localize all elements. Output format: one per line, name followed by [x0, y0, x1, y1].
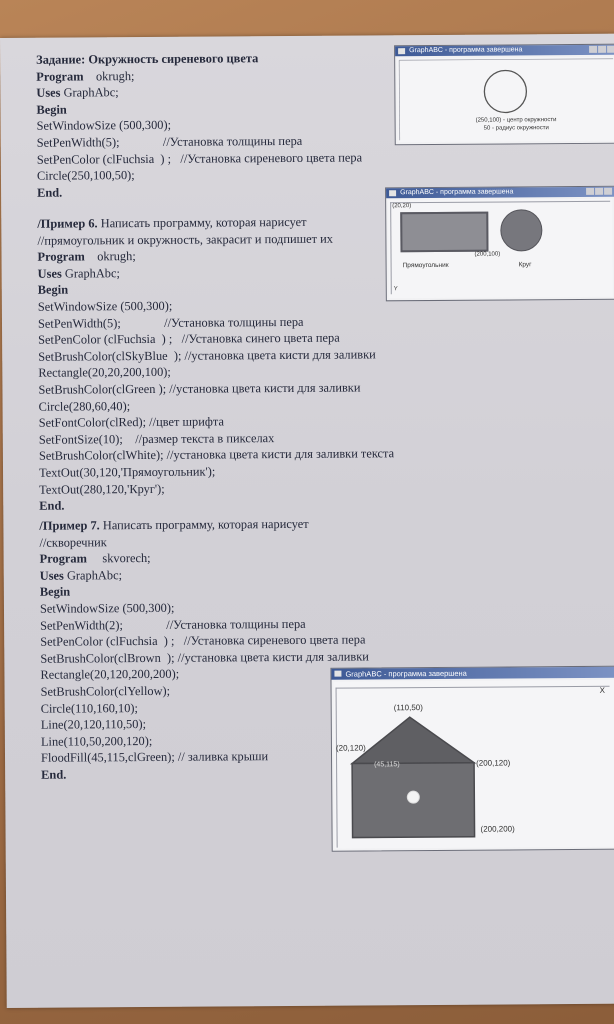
code-text: SetPenWidth(5); //Установка толщины пера [37, 314, 304, 331]
code-text: SetPenWidth(2); //Установка толщины пера [40, 616, 306, 633]
code-keyword: Program [37, 249, 85, 264]
code-text: SetBrushColor(clSkyBlue ); //установка цвета кисти для заливки [38, 347, 376, 364]
code-line [39, 495, 394, 514]
graph-canvas [334, 680, 614, 849]
code-text: SetFontColor(clRed); //цвет шрифта [38, 414, 224, 430]
heading-text: Написать программу, которая нарисует [99, 516, 309, 533]
output-window-rect-circle [385, 186, 614, 302]
heading-label: /Пример 6. [37, 216, 98, 231]
y-axis [399, 60, 400, 140]
code-keyword: Program [39, 551, 87, 566]
rectangle-caption: Прямоугольник [402, 261, 449, 270]
code-line [37, 182, 362, 201]
code-keyword: Uses [39, 568, 64, 583]
code-line [38, 379, 393, 398]
code-text: Line(110,50,200,120); [40, 733, 153, 749]
maximize-icon [595, 188, 603, 195]
code-text: SetPenColor (clFuchsia ) ; //Установка сиреневого цвета пера [36, 150, 363, 167]
code-text: SetWindowSize (500,300); [39, 600, 175, 616]
app-icon [334, 671, 341, 677]
window-titlebar [386, 187, 614, 199]
code-keyword: End. [39, 498, 65, 513]
window-buttons [588, 46, 614, 57]
code-text: FloodFill(45,115,clGreen); // заливка крыши [40, 749, 269, 766]
code-text: SetWindowSize (500,300); [36, 118, 172, 134]
code-lines [36, 66, 362, 201]
maximize-icon [598, 46, 606, 53]
y-axis [390, 202, 392, 294]
output-window-circle [394, 44, 614, 146]
code-keyword: Begin [39, 584, 71, 600]
code-keyword: Begin [36, 102, 67, 117]
task-comment: //скворечник [39, 534, 107, 550]
code-keyword: End. [41, 767, 67, 782]
point-label-bottomright: (200,100) [474, 251, 501, 258]
window-titlebar [331, 667, 614, 680]
code-keyword: Uses [36, 85, 61, 100]
code-text: SetWindowSize (500,300); [37, 298, 173, 314]
center-note: (250,100) - центр окружности [475, 117, 557, 124]
x-axis [399, 59, 613, 60]
code-text: SetBrushColor(clWhite); //установка цвета кисти для заливки текста [38, 446, 395, 464]
close-icon [607, 46, 614, 53]
code-text: TextOut(30,120,'Прямоугольник'); [38, 464, 216, 480]
point-label-right: (200,120) [476, 758, 511, 768]
code-text: GraphAbc; [60, 85, 119, 100]
code-text: GraphAbc; [63, 567, 123, 583]
graph-canvas [388, 199, 613, 299]
window-title: GraphABC - программа завершена [345, 668, 467, 679]
code-line [39, 446, 394, 465]
x-axis [390, 201, 610, 204]
minimize-icon [589, 46, 597, 53]
code-line [40, 648, 369, 667]
code-text: Circle(280,60,40); [38, 398, 131, 414]
point-label-left: (20,120) [335, 743, 366, 753]
code-text: Circle(110,160,10); [40, 700, 139, 716]
heading-label: /Пример 7. [39, 518, 100, 533]
filled-circle [500, 209, 542, 251]
code-text: SetBrushColor(clBrown ); //установка цвета кисти для заливки [40, 649, 369, 666]
graph-canvas [397, 57, 614, 143]
output-window-birdhouse [330, 666, 614, 852]
y-axis-label: Y [393, 286, 398, 293]
code-text: SetFontSize(10); //размер текста в пикселах [38, 430, 275, 447]
radius-note: 50 - радиус окружности [483, 125, 549, 132]
lilac-circle [484, 70, 526, 112]
point-label-top: (110,50) [393, 703, 423, 713]
point-label-bottom: (200,200) [480, 824, 515, 834]
green-roof [352, 717, 474, 764]
close-icon [604, 188, 612, 195]
x-axis-label: X [599, 685, 605, 695]
code-text: SetPenWidth(5); //Установка толщины пера [36, 133, 303, 150]
code-text: Line(20,120,110,50); [40, 717, 147, 732]
window-title: GraphABC - программа завершена [409, 46, 523, 55]
code-keyword: Program [36, 69, 84, 84]
code-text: SetBrushColor(clYellow); [40, 683, 171, 699]
code-line [38, 346, 393, 365]
code-line [40, 632, 369, 651]
code-line [41, 764, 370, 783]
minimize-icon [586, 188, 594, 195]
example7-code-block [39, 515, 369, 783]
task-comment: //прямоугольник и окружность, закрасит и подпишет их [37, 231, 334, 248]
code-line [37, 149, 362, 168]
code-text: okrugh; [84, 249, 136, 264]
code-text: SetPenColor (clFuchsia ) ; //Установка синего цвета пера [38, 330, 340, 347]
code-text: skvorech; [86, 551, 151, 566]
code-lines [40, 549, 370, 784]
app-icon [398, 48, 405, 54]
window-title: GraphABC - программа завершена [400, 188, 514, 197]
point-label-topleft: (20,20) [392, 203, 412, 210]
paper-sheet [0, 34, 614, 1008]
code-keyword: Begin [37, 282, 69, 298]
code-text: okrugh; [83, 68, 135, 84]
code-text: Circle(250,100,50); [36, 168, 135, 183]
code-text: TextOut(280,120,'Круг'); [39, 481, 165, 497]
code-keyword: End. [37, 185, 63, 200]
heading-text: Написать программу, которая нарисует [97, 214, 307, 231]
code-text: SetPenColor (clFuchsia ) ; //Установка сиреневого цвета пера [40, 632, 366, 649]
window-buttons [585, 188, 612, 199]
yellow-circle [407, 791, 419, 803]
code-text: GraphAbc; [61, 265, 120, 281]
code-text: Rectangle(20,20,200,100); [38, 365, 171, 381]
code-keyword: Uses [37, 266, 62, 281]
code-text: Rectangle(20,120,200,200); [40, 667, 180, 683]
code-lines [37, 246, 394, 514]
filled-rectangle [400, 212, 488, 253]
code-text: SetBrushColor(clGreen ); //установка цвета кисти для заливки [38, 380, 361, 397]
circle-caption: Круг [518, 261, 532, 269]
app-icon [389, 190, 396, 196]
window-titlebar [395, 45, 614, 57]
task-heading: Задание: Окружность сиреневого цвета [36, 51, 259, 67]
point-label-fill: (45,115) [374, 761, 400, 769]
example6-code-block [37, 213, 394, 514]
example5-code-block [36, 49, 362, 201]
